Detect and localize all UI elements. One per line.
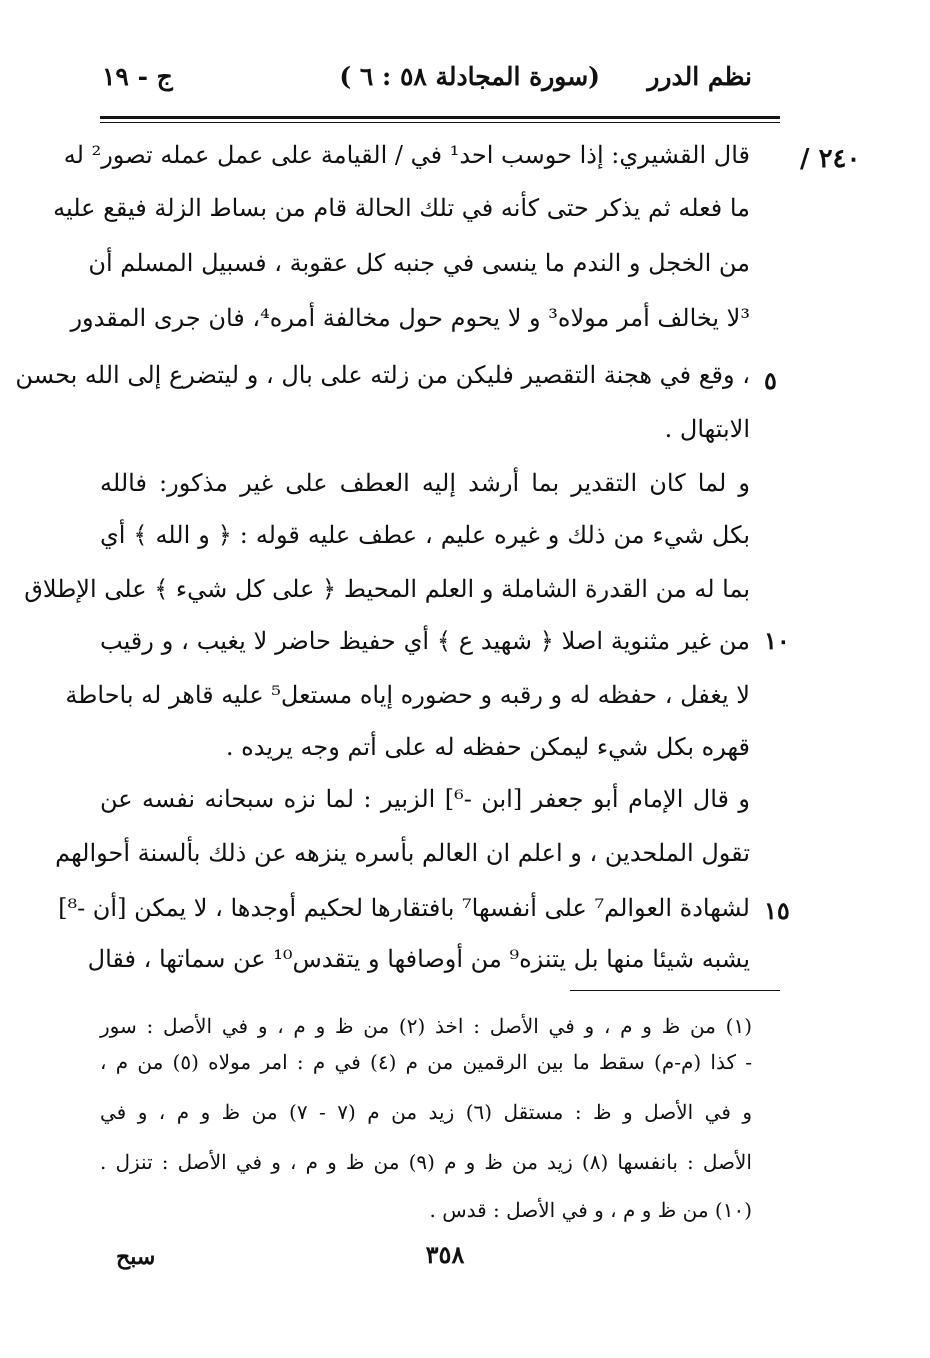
text-line: قهره بكل شيء ليمكن حفظه له على أتم وجه يريده . (225, 733, 750, 761)
text-line: قال القشيري: إذا حوسب احد¹ في / القيامة على عمل عمله تصور² له (63, 141, 750, 169)
text-line: بما له من القدرة الشاملة و العلم المحيط ﴿ على كل شيء ﴾ على الإطلاق (24, 575, 750, 603)
footnote-rule (570, 990, 780, 991)
footnote-line: و في الأصل و ظ : مستقل (٦) زيد من م (٧ - ٧) من ظ و م ، و في (100, 1100, 753, 1124)
footnote-line: (١) من ظ و م ، و في الأصل : اخذ (٢) من ظ و م ، و في الأصل : سور (100, 1014, 752, 1038)
running-header-volume: ج - ١٩ (102, 62, 173, 91)
header-rule-thick (100, 116, 780, 119)
line-number-15: ١٥ (764, 896, 790, 925)
text-line: و قال الإمام أبو جعفر [ابن -⁶] الزبير : لما نزه سبحانه نفسه عن (100, 785, 751, 813)
text-line: لا يغفل ، حفظه له و رقبه و حضوره إياه مستعل⁵ عليه قاهر له باحاطة (65, 681, 750, 709)
text-line: يشبه شيئا منها بل يتنزه⁹ من أوصافها و يتقدس¹⁰ عن سماتها ، فقال (87, 945, 750, 973)
header-rule-thin (100, 122, 780, 123)
margin-manuscript-ref: ٢٤٠ / (800, 144, 861, 174)
text-line: تقول الملحدين ، و اعلم ان العالم بأسره ينزهه عن ذلك بألسنة أحوالهم (55, 839, 750, 867)
text-line: ، وقع في هجنة التقصير فليكن من زلته على بال ، و ليتضرع إلى الله بحسن (15, 361, 750, 389)
text-line: و لما كان التقدير بما أرشد إليه العطف على غير مذكور: فالله (100, 469, 750, 497)
footnote-line: الأصل : بانفسها (٨) زيد من ظ و م (٩) من ظ و م ، و في الأصل : تنزل . (100, 1150, 752, 1174)
text-line: ³لا يخالف أمر مولاه³ و لا يحوم حول مخالفة أمره⁴، فان جرى المقدور (70, 304, 750, 332)
text-line: الابتهال . (664, 415, 750, 443)
text-line: بكل شيء من ذلك و غيره عليم ، عطف عليه قوله : ﴿ و الله ﴾ أي (100, 521, 750, 549)
text-line: من الخجل و الندم ما ينسى في جنبه كل عقوبة ، فسبيل المسلم أن (88, 249, 750, 277)
page-number: ٣٥٨ (425, 1240, 465, 1269)
text-line: من غير مثنوية اصلا ﴿ شهيد ع ﴾ أي حفيظ حاضر لا يغيب ، و رقيب (100, 627, 750, 655)
running-header-surah: (سورة المجادلة ٥٨ : ٦ ) (339, 62, 600, 91)
line-number-5: ٥ (764, 366, 777, 395)
running-header-book-title: نظم الدرر (647, 62, 752, 91)
footnote-line: (١٠) من ظ و م ، و في الأصل : قدس . (429, 1198, 752, 1222)
text-line: ما فعله ثم يذكر حتى كأنه في تلك الحالة قام من بساط الزلة فيقع عليه (53, 194, 750, 222)
footnote-line: - كذا (م-م) سقط ما بين الرقمين من م (٤) في م : امر مولاه (٥) من م ، (100, 1050, 752, 1074)
text-line: لشهادة العوالم⁷ على أنفسها⁷ بافتقارها لحكيم أوجدها ، لا يمكن [أن -⁸] (58, 894, 750, 922)
signature-mark: سبح (116, 1244, 156, 1270)
line-number-10: ١٠ (764, 626, 790, 655)
